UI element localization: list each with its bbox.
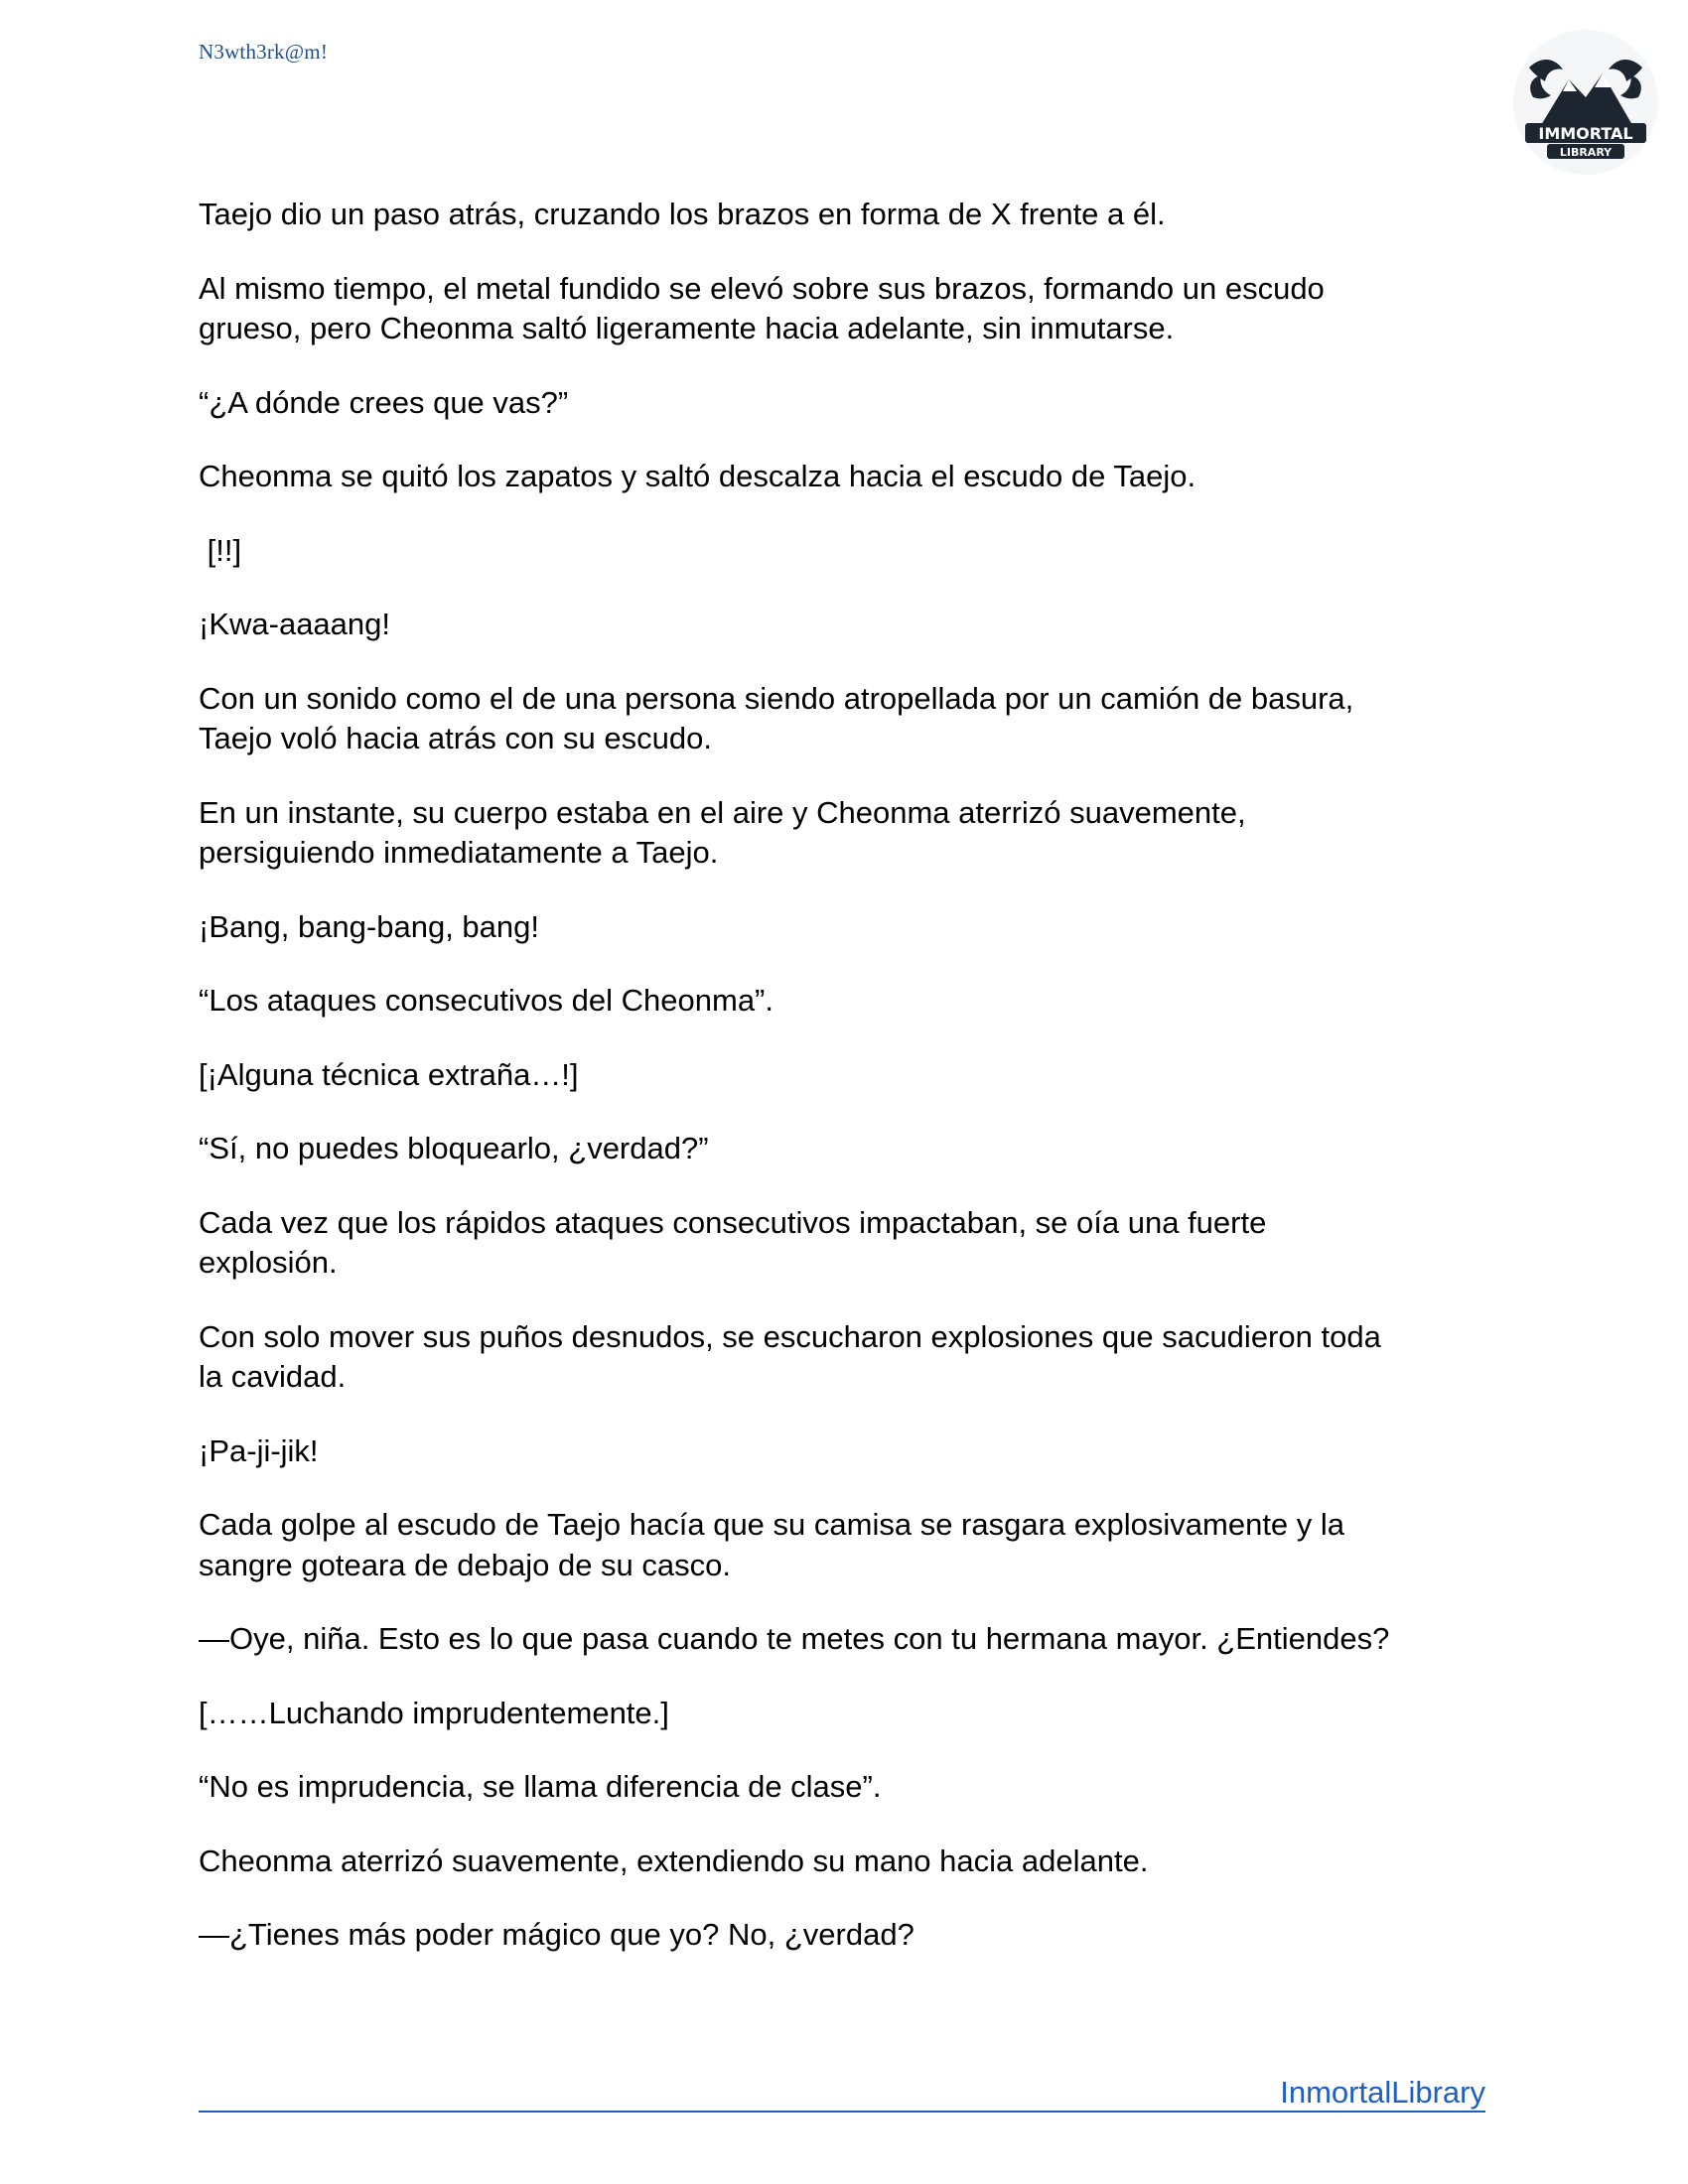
paragraph: —Oye, niña. Esto es lo que pasa cuando te metes con tu hermana mayor. ¿Entiendes? — [199, 1621, 1390, 1656]
paragraph: “No es imprudencia, se llama diferencia de clase”. — [199, 1769, 882, 1804]
paragraph: ¡Kwa-aaaang! — [199, 607, 391, 641]
paragraph: Cheonma aterrizó suavemente, extendiendo su mano hacia adelante. — [199, 1843, 1149, 1878]
document-body — [199, 195, 1499, 1989]
paragraph: Cheonma se quitó los zapatos y saltó descalza hacia el escudo de Taejo. — [199, 459, 1196, 493]
paragraph: “Los ataques consecutivos del Cheonma”. — [199, 983, 774, 1018]
paragraph: En un instante, su cuerpo estaba en el aire y Cheonma aterrizó suavemente, persiguiendo inmediatamente a Taejo. — [199, 794, 1246, 870]
immortal-library-logo — [1511, 28, 1660, 177]
paragraph: Cada vez que los rápidos ataques consecutivos impactaban, se oía una fuerte explosión. — [199, 1204, 1267, 1280]
paragraph: Taejo dio un paso atrás, cruzando los brazos en forma de X frente a él. — [199, 197, 1166, 231]
footer-link[interactable]: InmortalLibrary — [1280, 2075, 1485, 2110]
paragraph: [……Luchando imprudentemente.] — [199, 1695, 669, 1730]
footer-divider — [199, 2111, 1485, 2113]
paragraph: “¿A dónde crees que vas?” — [199, 384, 569, 420]
paragraph: “Sí, no puedes bloquearlo, ¿verdad?” — [199, 1131, 709, 1165]
header-watermark: N3wth3rk@m! — [199, 40, 329, 64]
paragraph: Al mismo tiempo, el metal fundido se elevó sobre sus brazos, formando un escudo grueso, pero Cheonma saltó ligeramente hacia adelante, sin inmutarse. — [199, 270, 1325, 345]
paragraph: [¡Alguna técnica extraña…!] — [199, 1056, 579, 1092]
paragraph: ¡Pa-ji-jik! — [199, 1433, 319, 1468]
logo-text-bottom: LIBRARY — [1559, 146, 1613, 159]
paragraph: —¿Tienes más poder mágico que yo? No, ¿verdad? — [199, 1917, 914, 1952]
paragraph: Cada golpe al escudo de Taejo hacía que su camisa se rasgara explosivamente y la sangre goteara de debajo de su casco. — [199, 1507, 1345, 1582]
paragraph: [!!] — [199, 532, 242, 568]
paragraph: ¡Bang, bang-bang, bang! — [199, 908, 539, 944]
logo-text-top: IMMORTAL — [1538, 124, 1633, 143]
paragraph: Con un sonido como el de una persona siendo atropellada por un camión de basura, Taejo voló hacia atrás con su escudo. — [199, 680, 1354, 755]
paragraph: Con solo mover sus puños desnudos, se escucharon explosiones que sacudieron toda la cavidad. — [199, 1318, 1381, 1394]
